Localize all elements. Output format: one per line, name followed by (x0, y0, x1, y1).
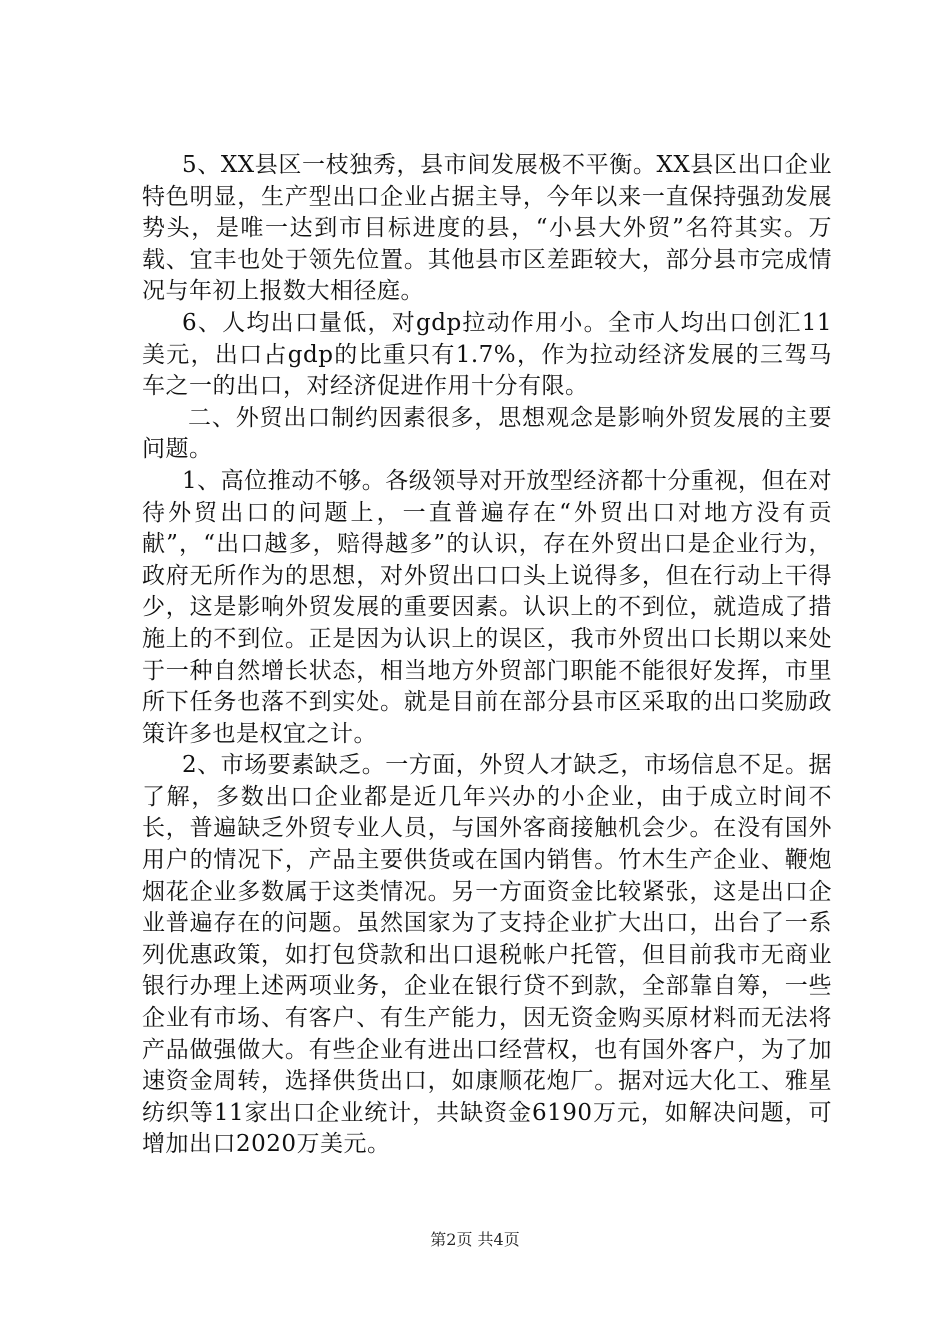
paragraph-2: 2、市场要素缺乏。一方面，外贸人才缺乏，市场信息不足。据了解，多数出口企业都是近几年兴办的小企业，由于成立时间不长，普遍缺乏外贸专业人员，与国外客商接触机会少。在没有国外用户的情况下，产品主要供货或在国内销售。竹木生产企业、鞭炮烟花企业多数属于这类情况。另一方面资金比较紧张，这是出口企业普遍存在的问题。虽然国家为了支持企业扩大出口，出台了一系列优惠政策，如打包贷款和出口退税帐户托管，但目前我市无商业银行办理上述两项业务，企业在银行贷不到款，全部靠自筹，一些企业有市场、有客户、有生产能力，因无资金购买原材料而无法将产品做强做大。有些企业有进出口经营权，也有国外客户，为了加速资金周转，选择供货出口，如康顺花炮厂。据对远大化工、雅星纺织等11家出口企业统计，共缺资金6190万元，如解决问题，可增加出口2020万美元。 (142, 752, 832, 1158)
paragraph-6: 6、人均出口量低，对gdp拉动作用小。全市人均出口创汇11美元，出口占gdp的比重只有1.7%，作为拉动经济发展的三驾马车之一的出口，对经济促进作用十分有限。 (142, 309, 832, 400)
paragraph-5: 5、XX县区一枝独秀，县市间发展极不平衡。XX县区出口企业特色明显，生产型出口企业占据主导，今年以来一直保持强劲发展势头，是唯一达到市目标进度的县，“小县大外贸”名符其实。万载、宜丰也处于领先位置。其他县市区差距较大，部分县市完成情况与年初上报数大相径庭。 (142, 152, 832, 305)
page-footer: 第2页 共4页 (430, 1230, 520, 1249)
paragraph-1: 1、高位推动不够。各级领导对开放型经济都十分重视，但在对待外贸出口的问题上，一直普遍存在“外贸出口对地方没有贡献”，“出口越多，赔得越多”的认识，存在外贸出口是企业行为，政府无所作为的思想，对外贸出口口头上说得多，但在行动上干得少，这是影响外贸发展的重要因素。认识上的不到位，就造成了措施上的不到位。正是因为认识上的误区，我市外贸出口长期以来处于一种自然增长状态，相当地方外贸部门职能不能很好发挥，市里所下任务也落不到实处。就是目前在部分县市区采取的出口奖励政策许多也是权宜之计。 (142, 467, 832, 747)
section-heading-2: 二、外贸出口制约因素很多，思想观念是影响外贸发展的主要问题。 (142, 404, 832, 463)
document-body (142, 150, 832, 1161)
